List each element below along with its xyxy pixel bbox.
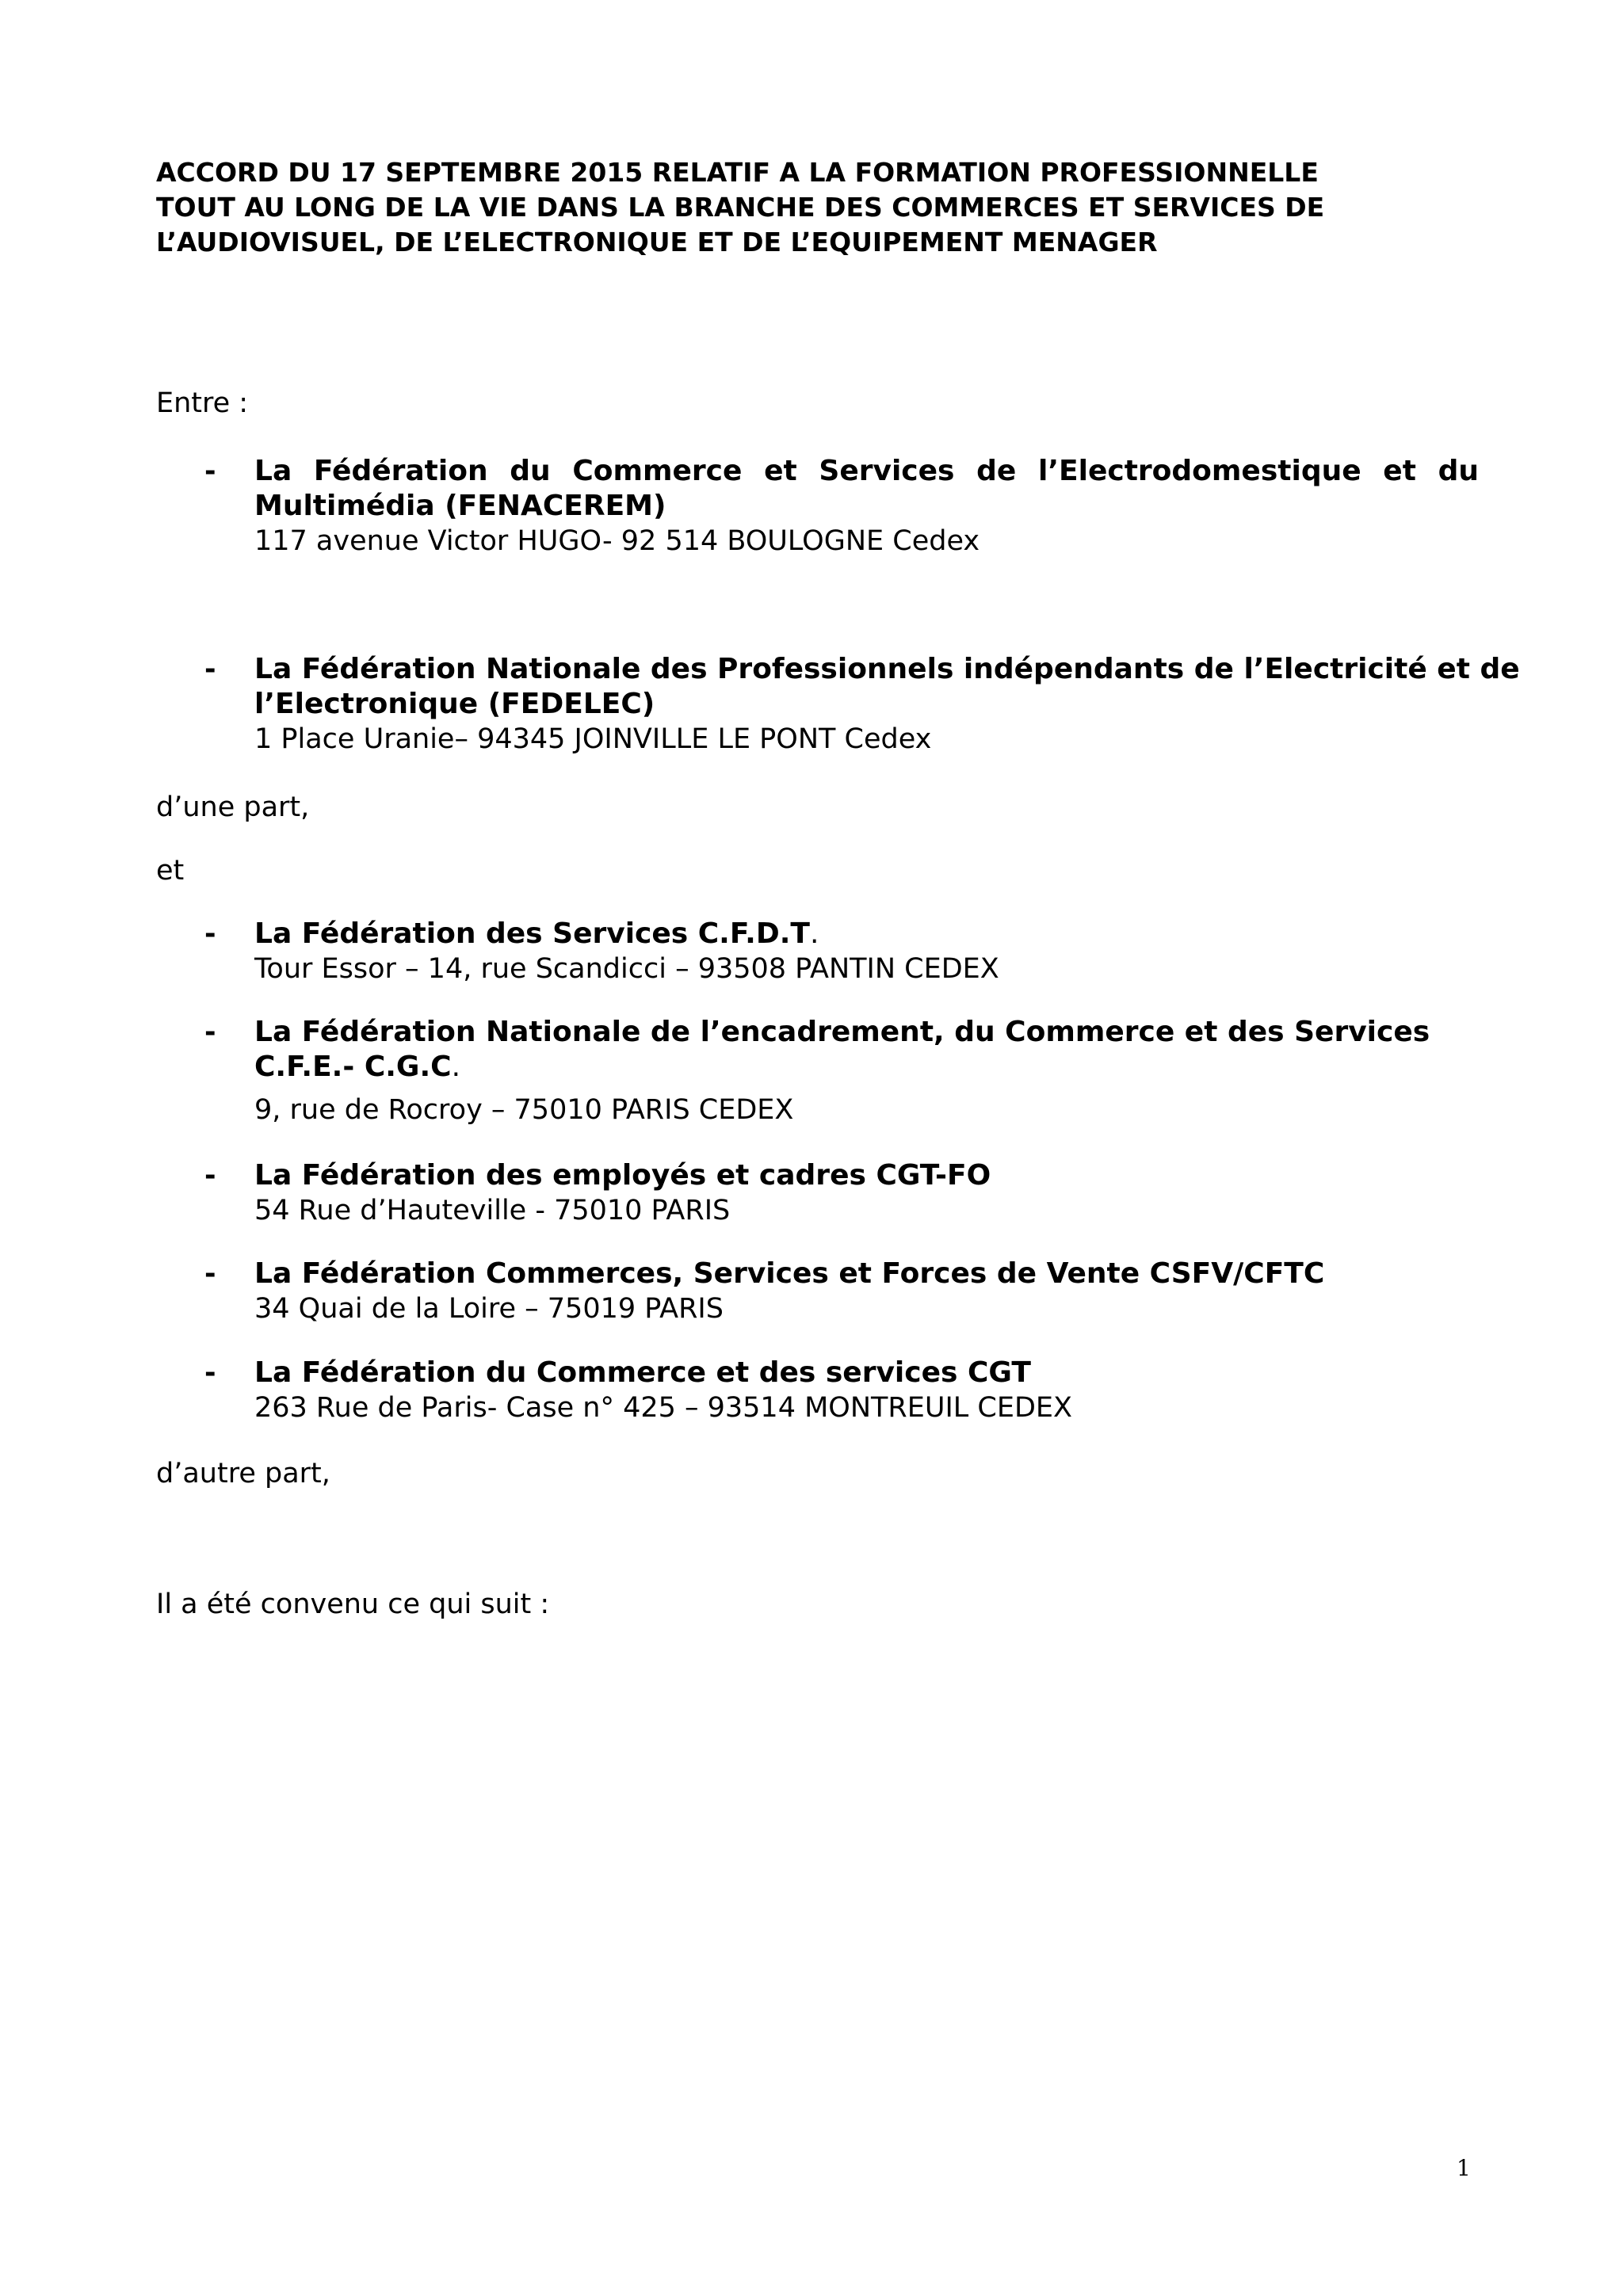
party-name-line-1: La Fédération Nationale de l’encadrement, du Commerce et des Services xyxy=(254,1016,1430,1048)
et-label: et xyxy=(156,855,185,887)
entre-label: Entre : xyxy=(156,387,249,419)
page-number: 1 xyxy=(1457,2155,1471,2181)
party-name xyxy=(254,917,1479,952)
bullet-dash: - xyxy=(204,1016,216,1048)
bullet-dash: - xyxy=(204,456,216,487)
party-name-suffix: . xyxy=(809,917,819,950)
agreement-title xyxy=(156,155,1487,260)
title-line-1: ACCORD DU 17 SEPTEMBRE 2015 RELATIF A LA FORMATION PROFESSIONNELLE xyxy=(156,157,1319,188)
party-name xyxy=(254,1015,1479,1085)
party-name-text: La Fédération des Services C.F.D.T xyxy=(254,917,810,950)
party-name: La Fédération du Commerce et des services CGT xyxy=(254,1356,1031,1389)
dautre-part-label: d’autre part, xyxy=(156,1458,330,1489)
bullet-dash: - xyxy=(204,1258,216,1290)
party-address: 1 Place Uranie– 94345 JOINVILLE LE PONT Cedex xyxy=(254,723,932,755)
bullet-dash: - xyxy=(204,1357,216,1389)
title-line-2: TOUT AU LONG DE LA VIE DANS LA BRANCHE DES COMMERCES ET SERVICES DE xyxy=(156,192,1325,223)
party-name-line-2: Multimédia (FENACEREM) xyxy=(254,490,666,522)
bullet-dash: - xyxy=(204,654,216,685)
convenu-label: Il a été convenu ce qui suit : xyxy=(156,1589,550,1620)
party-name-suffix: . xyxy=(451,1051,461,1083)
party-name xyxy=(254,454,1479,524)
party-name-line-1: La Fédération Nationale des Professionnels indépendants de l’Electricité et de xyxy=(254,653,1520,685)
party-name-line-1: La Fédération du Commerce et Services de l’Electrodomestique et du xyxy=(254,455,1479,487)
title-line-3: L’AUDIOVISUEL, DE L’ELECTRONIQUE ET DE L’EQUIPEMENT MENAGER xyxy=(156,227,1158,257)
party-address: 263 Rue de Paris- Case n° 425 – 93514 MONTREUIL CEDEX xyxy=(254,1392,1072,1424)
party-name: La Fédération Commerces, Services et Forces de Vente CSFV/CFTC xyxy=(254,1257,1325,1290)
bullet-dash: - xyxy=(204,918,216,950)
party-name: La Fédération des employés et cadres CGT-FO xyxy=(254,1159,991,1192)
party-address: 117 avenue Victor HUGO- 92 514 BOULOGNE Cedex xyxy=(254,525,980,557)
party-address: 34 Quai de la Loire – 75019 PARIS xyxy=(254,1293,724,1325)
party-name-line-2: C.F.E.- C.G.C xyxy=(254,1051,452,1083)
party-name-line-2: l’Electronique (FEDELEC) xyxy=(254,688,655,720)
party-address: 54 Rue d’Hauteville - 75010 PARIS xyxy=(254,1195,731,1226)
party-address: 9, rue de Rocroy – 75010 PARIS CEDEX xyxy=(254,1094,794,1126)
party-address: Tour Essor – 14, rue Scandicci – 93508 PANTIN CEDEX xyxy=(254,953,999,985)
bullet-dash: - xyxy=(204,1160,216,1192)
party-name xyxy=(254,652,1520,722)
dune-part-label: d’une part, xyxy=(156,791,310,823)
